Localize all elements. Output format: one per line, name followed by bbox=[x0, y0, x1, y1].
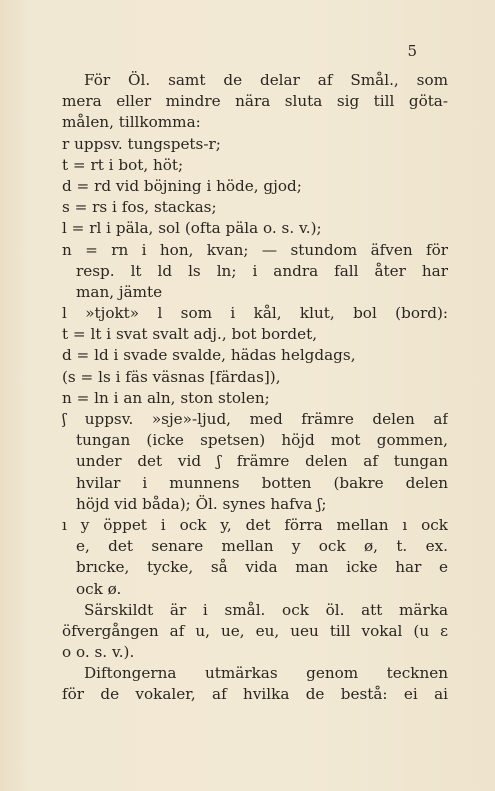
text-line: l = rl i päla, sol (ofta päla o. s. v.); bbox=[62, 219, 322, 238]
text-line: brıcke, tycke, så vida man icke har e bbox=[76, 558, 448, 577]
text-line: man, jämte bbox=[76, 282, 163, 301]
text-line: n = ln i an aln, ston stolen; bbox=[62, 388, 270, 407]
text-line: o o. s. v.). bbox=[62, 643, 135, 662]
text-line: s = rs i fos, stackas; bbox=[62, 198, 217, 217]
text-line: höjd vid båda); Öl. synes hafva ʃ; bbox=[76, 494, 327, 513]
text-line: t = rt i bot, höt; bbox=[62, 155, 184, 174]
text-line: målen, tillkomma: bbox=[62, 113, 201, 132]
text-line: n = rn i hon, kvan; — stundom äfven för bbox=[62, 240, 448, 259]
text-line: tungan (icke spetsen) höjd mot gommen, bbox=[76, 431, 448, 450]
text-line: l »tjokt» l som i kål, klut, bol (bord): bbox=[62, 304, 448, 323]
text-line: öfvergången af u, ue, eu, ueu till vokal (u ɛ bbox=[62, 621, 448, 640]
text-line: ʃ uppsv. »sje»-ljud, med främre delen af bbox=[62, 410, 448, 428]
text-line: e, det senare mellan y ock ø, t. ex. bbox=[76, 537, 448, 556]
text-line: resp. lt ld ls ln; i andra fall åter har bbox=[76, 261, 448, 280]
text-line: t = lt i svat svalt adj., bot bordet, bbox=[62, 325, 318, 344]
text-line: för de vokaler, af hvilka de bestå: ei ai bbox=[62, 685, 448, 704]
text-line: ock ø. bbox=[76, 579, 122, 598]
text-line: Särskildt är i smål. ock öl. att märka bbox=[84, 600, 448, 619]
text-line: under det vid ʃ främre delen af tungan bbox=[76, 452, 448, 471]
text-line: hvilar i munnens botten (bakre delen bbox=[76, 473, 448, 492]
text-line: (s = ls i fäs väsnas [färdas]), bbox=[62, 367, 281, 386]
body-text bbox=[62, 70, 448, 706]
text-line: d = ld i svade svalde, hädas helgdags, bbox=[62, 346, 356, 365]
text-line: d = rd vid böjning i höde, gjod; bbox=[62, 176, 302, 195]
text-line: För Öl. samt de delar af Smål., som bbox=[84, 71, 448, 89]
page-number: 5 bbox=[407, 42, 417, 60]
text-line: ı y öppet i ock y, det förra mellan ı ock bbox=[62, 515, 448, 534]
text-line: Diftongerna utmärkas genom tecknen bbox=[84, 664, 448, 683]
text-line: r uppsv. tungspets-r; bbox=[62, 134, 221, 153]
text-line: mera eller mindre nära sluta sig till göta- bbox=[62, 92, 448, 111]
